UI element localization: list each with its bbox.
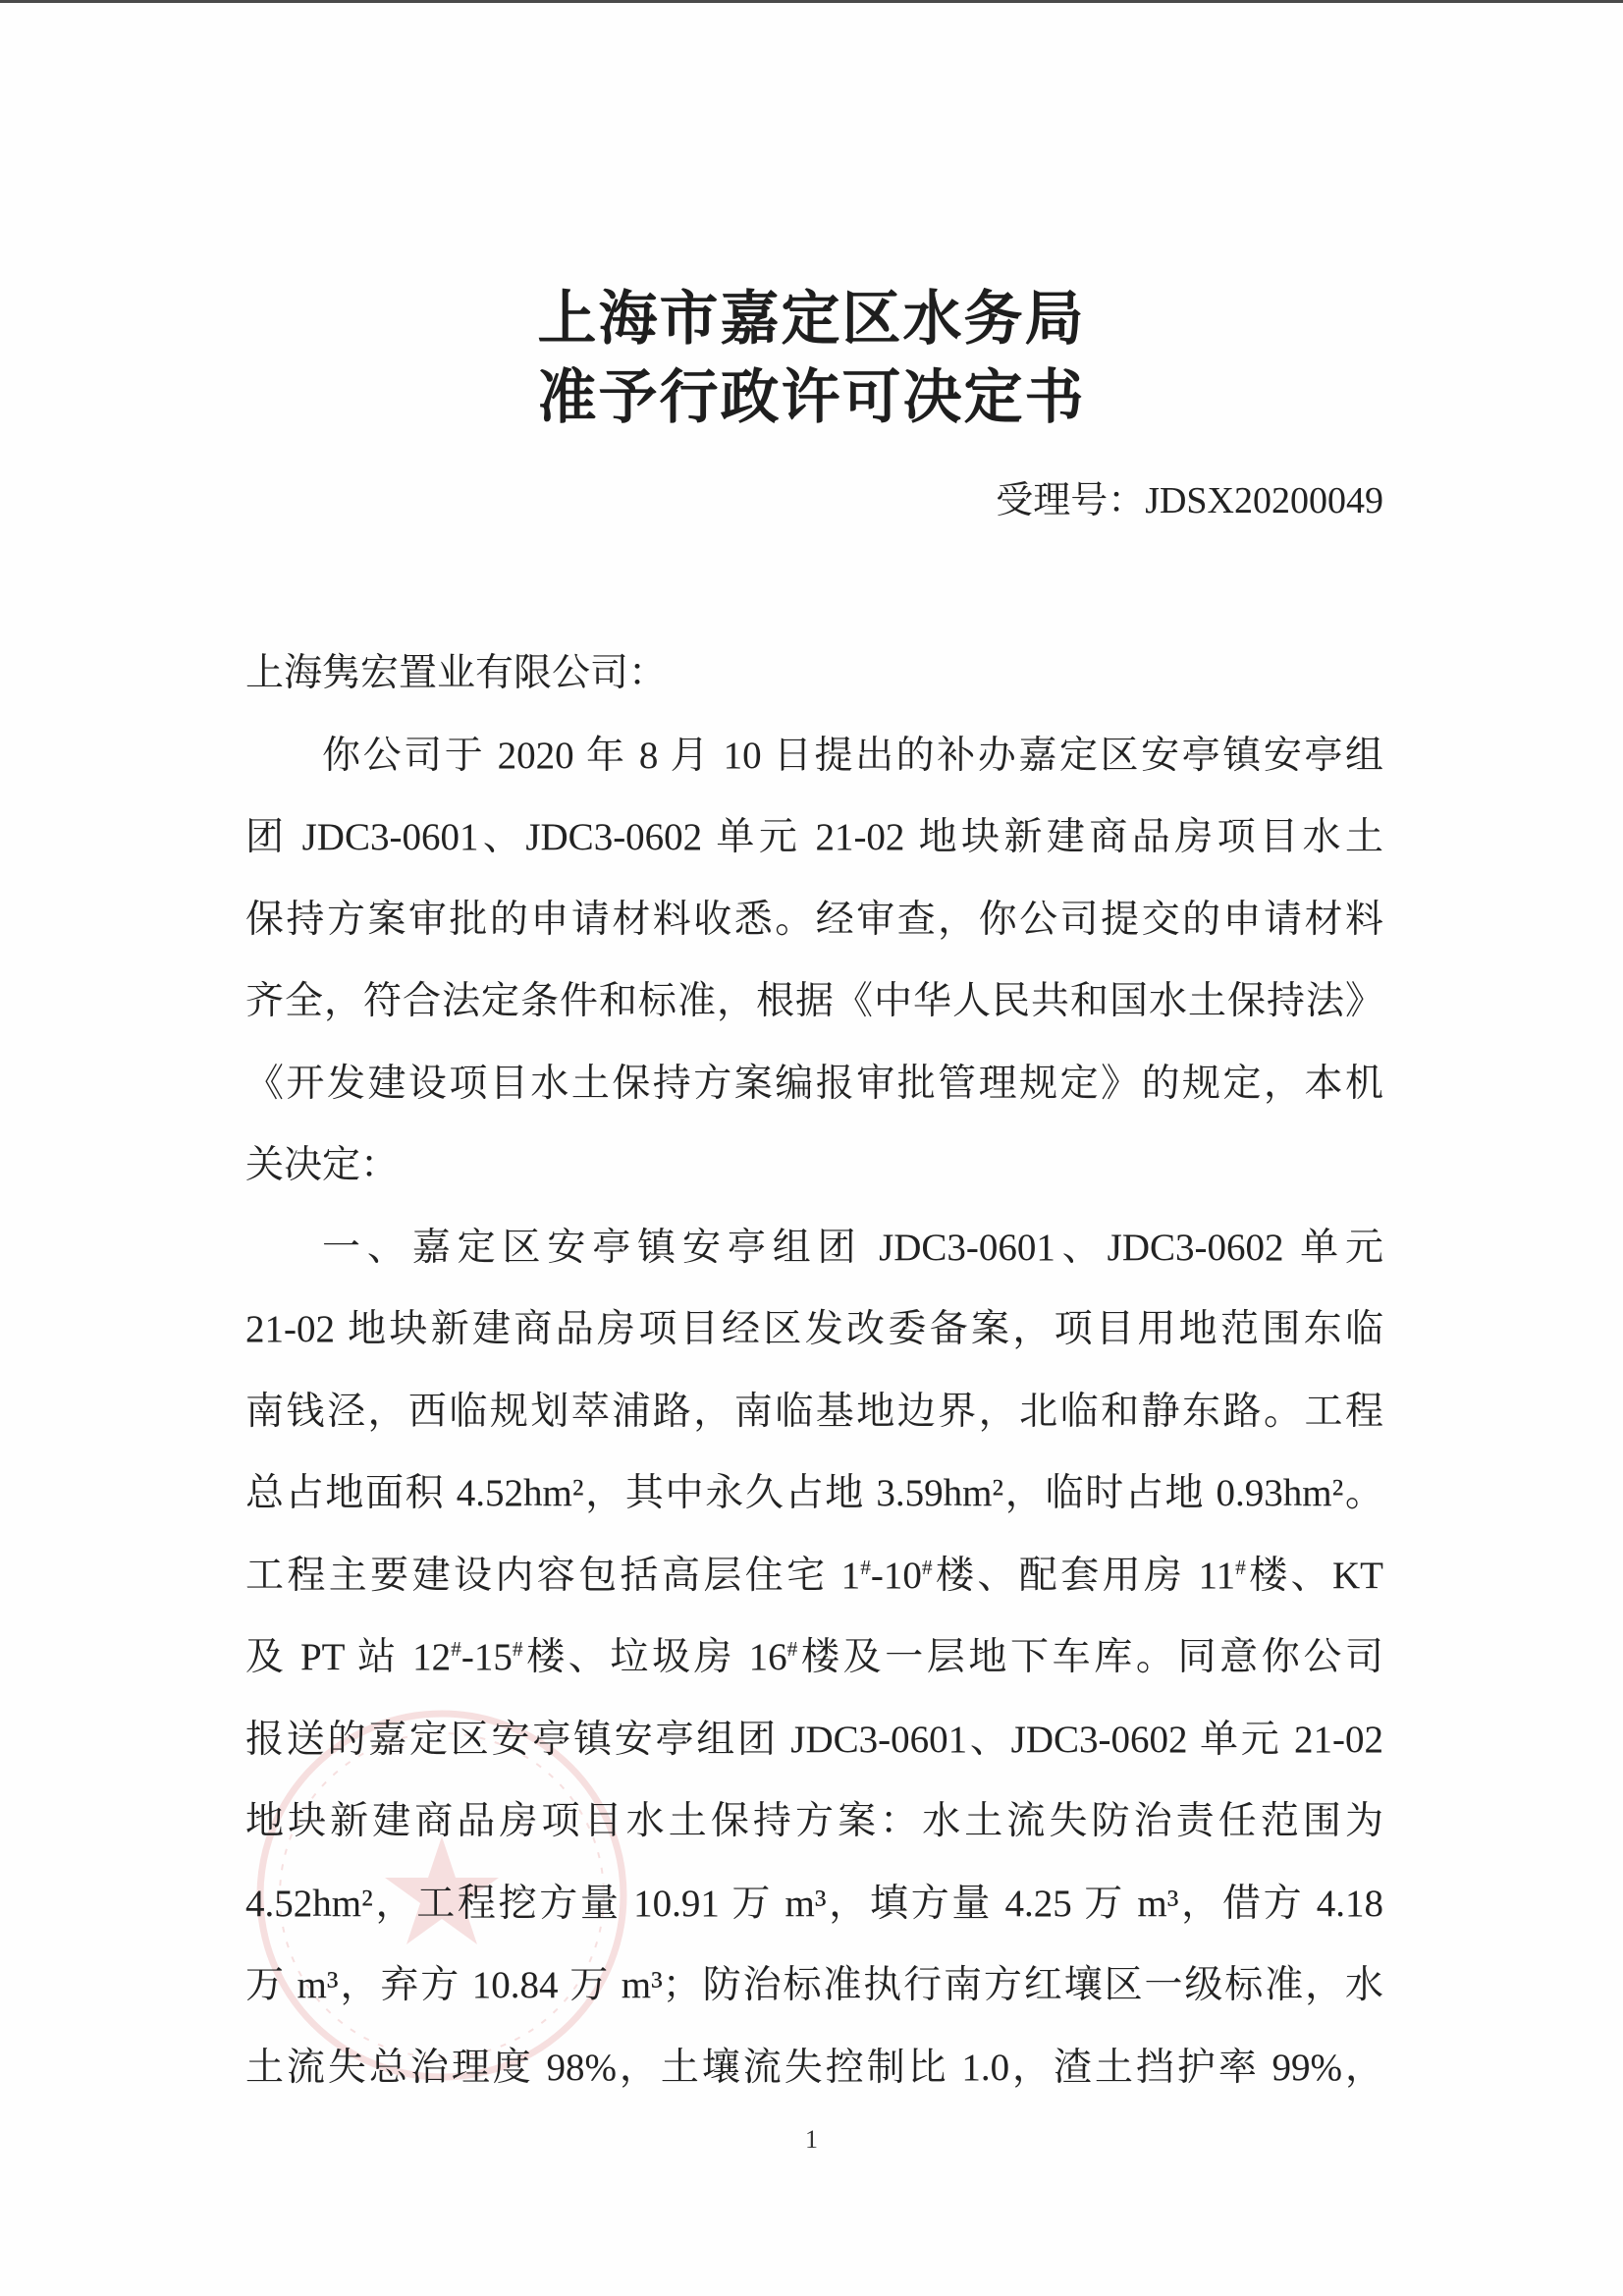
body-line — [245, 796, 1383, 879]
body-text: 齐全，符合法定条件和标准，根据《中华人民共和国水土保持法》 — [245, 980, 1383, 1022]
body-line — [245, 1043, 1383, 1125]
body-text: 关决定： — [245, 1144, 400, 1186]
body-text: 《开发建设项目水土保持方案编报审批管理规定》的规定，本机 — [245, 1062, 1383, 1105]
addressee: 上海隽宏置业有限公司： — [245, 652, 668, 694]
body-line — [245, 879, 1383, 961]
body-text: 万 m³，弃方 10.84 万 m³；防治标准执行南方红壤区一级标准，水 — [245, 1964, 1383, 2006]
document-title-decision: 准予行政许可决定书 — [537, 363, 1086, 432]
body-line — [245, 2027, 1383, 2109]
document-title-authority: 上海市嘉定区水务局 — [537, 285, 1086, 354]
body-text: 南钱泾，西临规划萃浦路，南临基地边界，北临和静东路。工程 — [245, 1390, 1383, 1433]
body-text: -10 — [870, 1554, 922, 1597]
body-line — [245, 1535, 1383, 1617]
body-text: 总占地面积 4.52hm²，其中永久占地 3.59hm²，临时占地 0.93hm²。 — [245, 1472, 1383, 1514]
body-line — [245, 1616, 1383, 1699]
superscript-mark: # — [512, 1637, 523, 1661]
body-paragraph — [245, 1207, 1383, 2109]
body-line — [245, 715, 1383, 797]
superscript-mark: # — [860, 1555, 871, 1579]
body-line — [245, 1780, 1383, 1863]
body-line — [245, 1371, 1383, 1453]
scan-top-edge — [0, 0, 1623, 3]
body-line — [245, 1699, 1383, 1781]
superscript-mark: # — [1235, 1555, 1246, 1579]
body-line — [245, 1207, 1383, 1289]
body-text: 工程主要建设内容包括高层住宅 1 — [245, 1554, 861, 1597]
body-text: 及 PT 站 12 — [245, 1636, 452, 1678]
body-line — [245, 1452, 1383, 1535]
superscript-mark: # — [921, 1555, 933, 1579]
body-paragraph — [245, 715, 1383, 1207]
body-paragraphs — [245, 715, 1383, 2109]
document-body — [245, 632, 1383, 2108]
body-line — [245, 1863, 1383, 1945]
body-line — [245, 1944, 1383, 2027]
body-text: 地块新建商品房项目水土保持方案：水土流失防治责任范围为 — [245, 1800, 1383, 1842]
body-text: 楼及一层地下车库。同意你公司 — [797, 1636, 1383, 1678]
body-line — [245, 960, 1383, 1043]
body-text: 一、嘉定区安亭镇安亭组团 JDC3-0601、JDC3-0602 单元 — [322, 1226, 1383, 1269]
body-text: 21-02 地块新建商品房项目经区发改委备案，项目用地范围东临 — [245, 1308, 1383, 1350]
body-text: 土流失总治理度 98%，土壤流失控制比 1.0，渣土挡护率 99%， — [245, 2046, 1383, 2089]
body-text: 4.52hm²，工程挖方量 10.91 万 m³，填方量 4.25 万 m³，借方 4.18 — [245, 1882, 1383, 1925]
body-text: 报送的嘉定区安亭镇安亭组团 JDC3-0601、JDC3-0602 单元 21-02 — [245, 1718, 1383, 1761]
page-number: 1 — [805, 2125, 818, 2154]
body-text: 你公司于 2020 年 8 月 10 日提出的补办嘉定区安亭镇安亭组 — [322, 734, 1383, 777]
body-line — [245, 1288, 1383, 1371]
body-text: 保持方案审批的申请材料收悉。经审查，你公司提交的申请材料 — [245, 898, 1383, 941]
superscript-mark: # — [451, 1637, 461, 1661]
body-text: 楼、垃圾房 16 — [522, 1636, 787, 1678]
body-text: 楼、配套用房 11 — [932, 1554, 1236, 1597]
body-text: 团 JDC3-0601、JDC3-0602 单元 21-02 地块新建商品房项目水土 — [245, 816, 1383, 858]
reference-number: 受理号：JDSX20200049 — [996, 480, 1383, 521]
body-text: -15 — [460, 1636, 513, 1678]
superscript-mark: # — [786, 1637, 798, 1661]
body-line — [245, 1124, 1383, 1207]
body-text: 楼、KT — [1245, 1554, 1383, 1597]
